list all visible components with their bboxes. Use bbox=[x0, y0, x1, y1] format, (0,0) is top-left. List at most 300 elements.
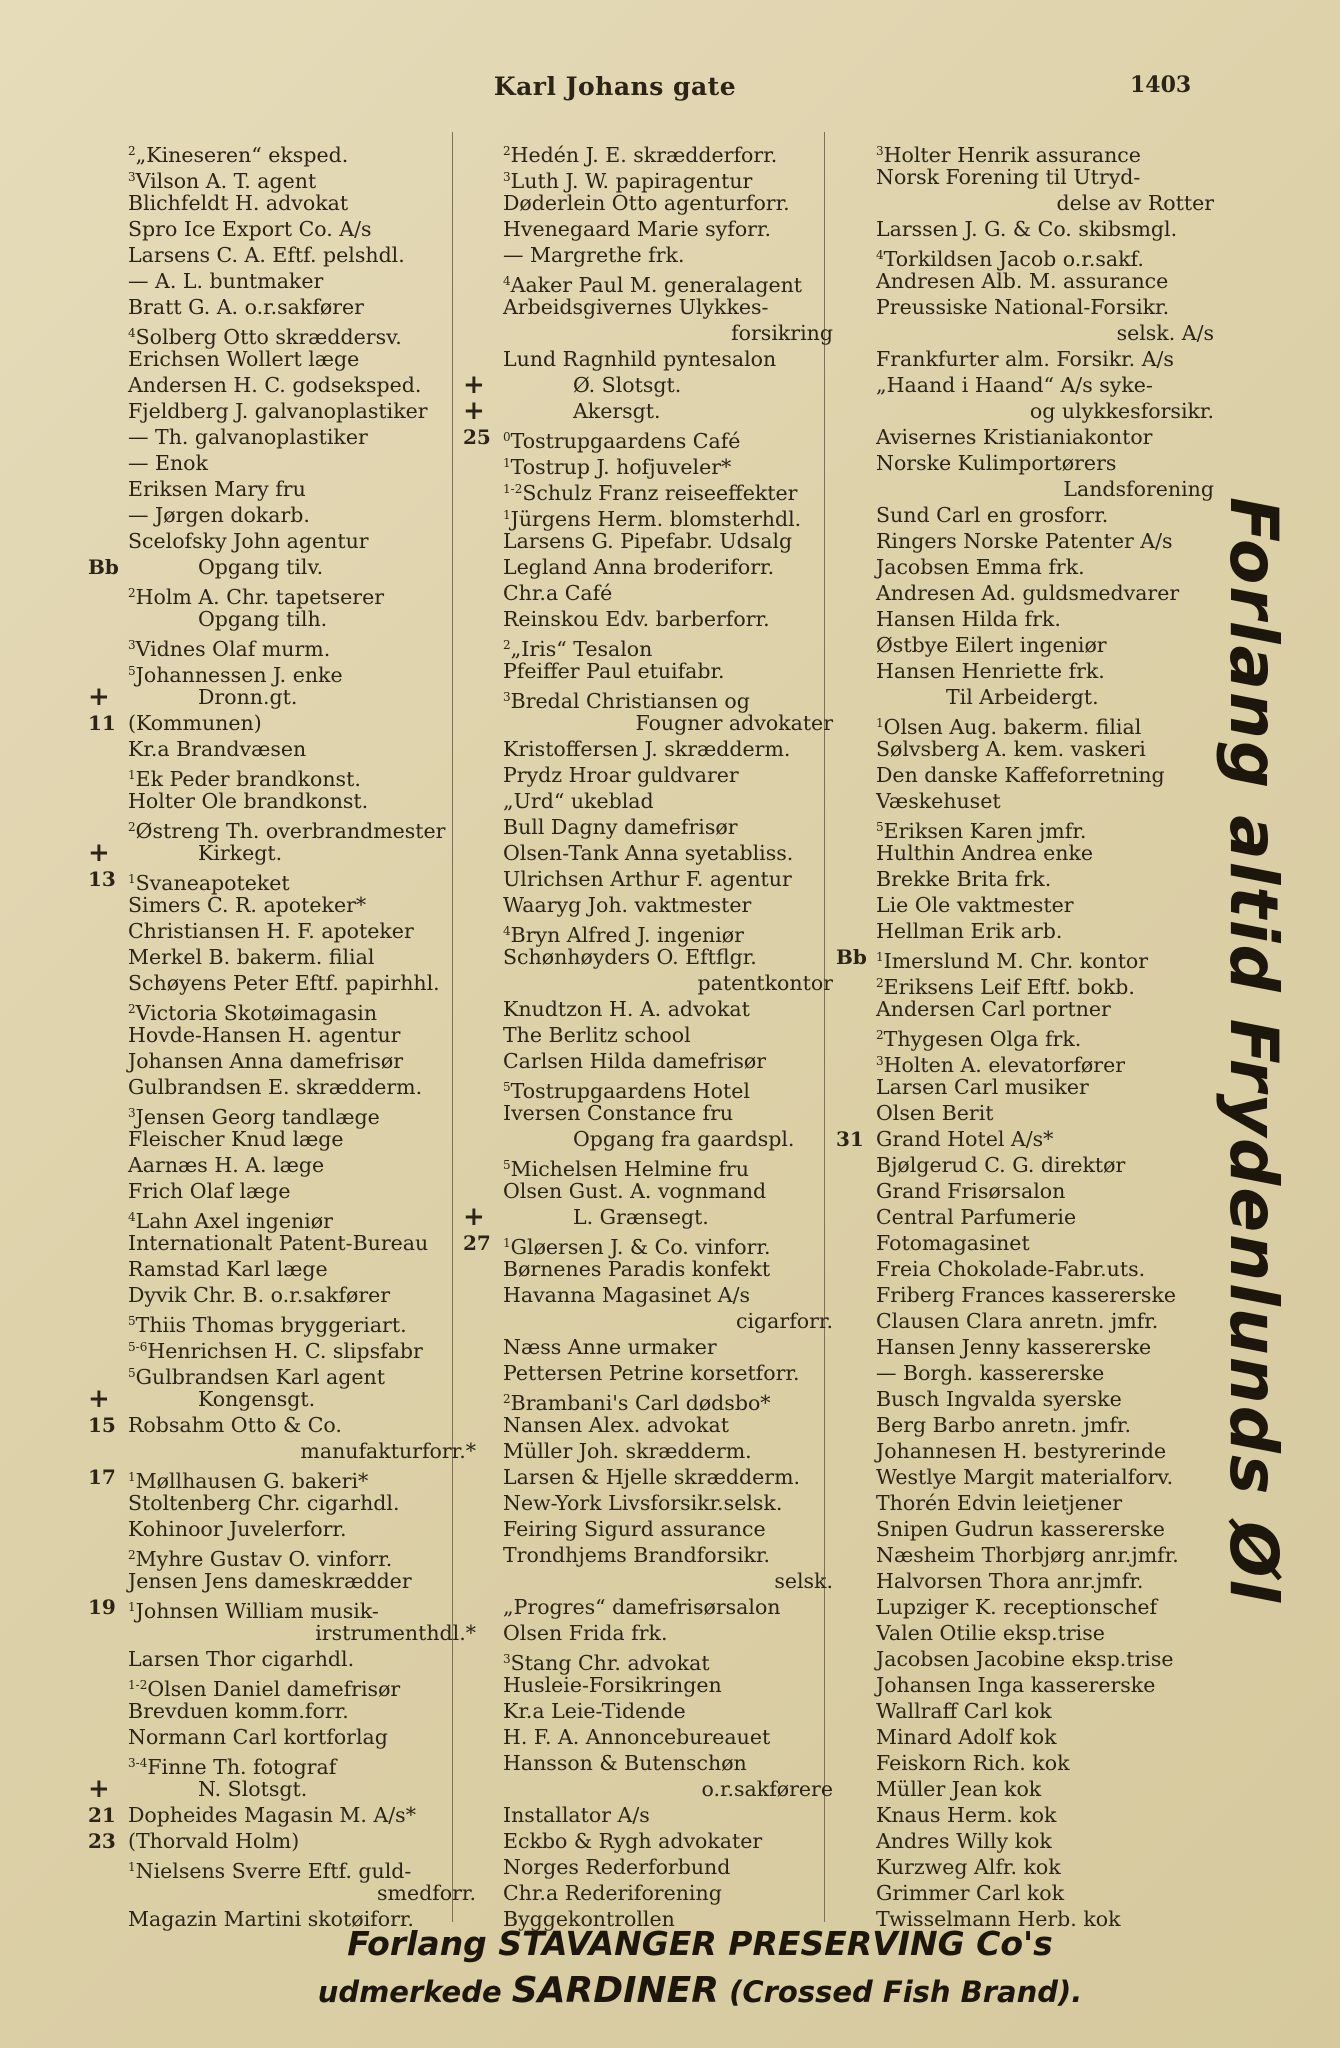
directory-entry bbox=[463, 1048, 833, 1074]
directory-entry bbox=[88, 1594, 476, 1623]
entry-name: Aarnæs H. A. læge bbox=[128, 1153, 325, 1177]
directory-entry bbox=[463, 346, 833, 372]
directory-entry bbox=[463, 190, 833, 216]
directory-entry bbox=[836, 1828, 1214, 1854]
directory-entry bbox=[836, 632, 1214, 658]
entry-text bbox=[503, 996, 750, 1022]
directory-entry bbox=[836, 320, 1214, 346]
directory-entry bbox=[836, 1620, 1214, 1646]
entry-text bbox=[876, 1334, 1151, 1360]
directory-entry bbox=[836, 476, 1214, 502]
entry-text bbox=[503, 658, 725, 684]
directory-entry bbox=[88, 1334, 476, 1363]
entry-text bbox=[876, 268, 1168, 294]
page-number: 1403 bbox=[1130, 72, 1192, 98]
entry-text bbox=[503, 1490, 782, 1516]
entry-name: Friberg Frances kassererske bbox=[876, 1283, 1176, 1307]
entry-name: Johannesen H. bestyrerinde bbox=[876, 1439, 1167, 1463]
entry-text bbox=[128, 398, 428, 424]
floor-superscript: 4 bbox=[128, 326, 136, 340]
entry-text bbox=[128, 502, 310, 528]
directory-entry bbox=[836, 1152, 1214, 1178]
directory-entry bbox=[463, 502, 833, 531]
entry-text bbox=[876, 736, 1146, 762]
entry-name: Næsheim Thorbjørg anr.jmfr. bbox=[876, 1543, 1179, 1567]
entry-text bbox=[876, 1360, 1104, 1386]
entry-text bbox=[503, 1750, 747, 1776]
entry-name: manufakturforr.* bbox=[300, 1439, 476, 1463]
directory-entry bbox=[88, 1100, 476, 1129]
entry-name: Jacobsen Emma frk. bbox=[876, 555, 1085, 579]
entry-name: Hvenegaard Marie syforr. bbox=[503, 217, 772, 241]
floor-superscript: 1 bbox=[128, 1600, 136, 1614]
directory-entry bbox=[463, 216, 833, 242]
directory-entry bbox=[836, 1724, 1214, 1750]
entry-name: Jensen Jens dameskrædder bbox=[128, 1569, 412, 1593]
entry-name: Installator A/s bbox=[503, 1803, 650, 1827]
entry-name: Johannessen J. enke bbox=[135, 663, 343, 687]
entry-name: Olsen Daniel damefrisør bbox=[147, 1677, 401, 1701]
directory-entry bbox=[836, 788, 1214, 814]
entry-name: (Thorvald Holm) bbox=[128, 1829, 300, 1853]
entry-name: Eriksens Leif Eftf. bokb. bbox=[883, 975, 1135, 999]
entry-name: Nielsens Sverre Eftf. guld- bbox=[135, 1859, 412, 1883]
entry-name: Preussiske National-Forsikr. bbox=[876, 295, 1170, 319]
entry-name: Bryn Alfred J. ingeniør bbox=[510, 923, 744, 947]
cross-street-marker: + bbox=[88, 1774, 110, 1804]
entry-text bbox=[876, 1594, 1157, 1620]
entry-text bbox=[876, 554, 1085, 580]
directory-entry bbox=[463, 710, 833, 736]
entry-text bbox=[876, 372, 1153, 398]
entry-name: Eckbo & Rygh advokater bbox=[503, 1829, 763, 1853]
entry-text bbox=[876, 762, 1165, 788]
entry-name: Eriksen Mary fru bbox=[128, 477, 306, 501]
entry-text bbox=[876, 1880, 1064, 1906]
directory-entry bbox=[836, 762, 1214, 788]
directory-entry bbox=[836, 450, 1214, 476]
entry-text bbox=[876, 1698, 1052, 1724]
entry-text bbox=[128, 1074, 422, 1100]
directory-entry bbox=[88, 1464, 476, 1493]
floor-superscript: 3 bbox=[503, 170, 511, 184]
entry-name: Olsen Frida frk. bbox=[503, 1621, 668, 1645]
directory-entry bbox=[88, 1152, 476, 1178]
entry-text bbox=[876, 1776, 1041, 1802]
entry-name: — Th. galvanoplastiker bbox=[128, 425, 368, 449]
floor-superscript: 5 bbox=[503, 1080, 511, 1094]
entry-text bbox=[573, 372, 681, 398]
directory-entry bbox=[836, 970, 1214, 999]
entry-name: patentkontor bbox=[697, 971, 833, 995]
directory-entry bbox=[88, 1126, 476, 1152]
directory-entry bbox=[836, 1672, 1214, 1698]
directory-entry bbox=[88, 762, 476, 791]
entry-name: Eriksen Karen jmfr. bbox=[883, 819, 1087, 843]
floor-superscript: 2 bbox=[128, 144, 136, 158]
directory-entry bbox=[836, 1880, 1214, 1906]
entry-name: selsk. A/s bbox=[1116, 321, 1214, 345]
bottom-ad-post: (Crossed Fish Brand). bbox=[729, 1975, 1083, 2009]
directory-entry bbox=[463, 1672, 833, 1698]
directory-entry bbox=[836, 528, 1214, 554]
entry-name: Freia Chokolade-Fabr.uts. bbox=[876, 1257, 1146, 1281]
directory-entry bbox=[836, 242, 1214, 271]
entry-text bbox=[876, 1386, 1122, 1412]
entry-name: Stoltenberg Chr. cigarhdl. bbox=[128, 1491, 400, 1515]
directory-entry bbox=[463, 1646, 833, 1675]
directory-entry bbox=[88, 138, 476, 167]
entry-text bbox=[128, 268, 323, 294]
entry-text bbox=[503, 1100, 733, 1126]
entry-text bbox=[128, 1698, 349, 1724]
house-number: 23 bbox=[88, 1829, 116, 1853]
directory-entry bbox=[836, 1490, 1214, 1516]
floor-superscript: 5 bbox=[128, 1366, 136, 1380]
directory-entry bbox=[88, 684, 476, 710]
entry-name: Bull Dagny damefrisør bbox=[503, 815, 738, 839]
directory-entry bbox=[836, 1646, 1214, 1672]
floor-superscript: 2 bbox=[128, 1548, 136, 1562]
floor-superscript: 1-2 bbox=[128, 1678, 148, 1692]
entry-name: Feiskorn Rich. kok bbox=[876, 1751, 1070, 1775]
entry-text bbox=[198, 1386, 315, 1412]
directory-entry bbox=[463, 320, 833, 346]
entry-name: Sølvsberg A. kem. vaskeri bbox=[876, 737, 1146, 761]
entry-name: Snipen Gudrun kassererske bbox=[876, 1517, 1165, 1541]
entry-name: Andersen H. C. godseksped. bbox=[128, 373, 422, 397]
directory-entry bbox=[836, 606, 1214, 632]
directory-entry bbox=[463, 476, 833, 505]
entry-name: Torkildsen Jacob o.r.sakf. bbox=[883, 247, 1144, 271]
floor-superscript: 3 bbox=[128, 638, 136, 652]
directory-entry bbox=[836, 1308, 1214, 1334]
floor-superscript: 1 bbox=[876, 716, 884, 730]
directory-entry bbox=[836, 892, 1214, 918]
entry-text bbox=[876, 1230, 1030, 1256]
entry-name: Reinskou Edv. barberforr. bbox=[503, 607, 770, 631]
directory-entry bbox=[88, 1230, 476, 1256]
entry-name: Ek Peder brandkonst. bbox=[135, 767, 361, 791]
entry-name: Thiis Thomas bryggeriart. bbox=[135, 1313, 407, 1337]
entry-name: Knaus Herm. kok bbox=[876, 1803, 1057, 1827]
directory-entry bbox=[836, 1334, 1214, 1360]
entry-text bbox=[876, 164, 1140, 190]
entry-text bbox=[876, 1204, 1076, 1230]
entry-text bbox=[128, 1516, 346, 1542]
entry-text bbox=[128, 1256, 328, 1282]
entry-name: Kirkegt. bbox=[198, 841, 283, 865]
directory-entry bbox=[463, 1776, 833, 1802]
directory-entry bbox=[463, 918, 833, 947]
entry-name: Norsk Forening til Utryd- bbox=[876, 165, 1141, 189]
entry-name: Fjeldberg J. galvanoplastiker bbox=[128, 399, 428, 423]
entry-text bbox=[503, 1360, 799, 1386]
directory-entry bbox=[88, 814, 476, 843]
entry-text bbox=[1063, 476, 1214, 502]
entry-name: Prydz Hroar guldvarer bbox=[503, 763, 739, 787]
entry-name: irstrumenthdl.* bbox=[315, 1621, 476, 1645]
floor-superscript: 2 bbox=[876, 976, 884, 990]
entry-name: Larsen Carl musiker bbox=[876, 1075, 1089, 1099]
entry-name: Hansen Jenny kassererske bbox=[876, 1335, 1152, 1359]
directory-entry bbox=[836, 1360, 1214, 1386]
floor-superscript: 5 bbox=[876, 820, 884, 834]
directory-entry bbox=[463, 398, 833, 424]
cross-street-marker: + bbox=[88, 1384, 110, 1414]
entry-name: Wallraff Carl kok bbox=[876, 1699, 1052, 1723]
entry-name: (Kommunen) bbox=[128, 711, 262, 735]
entry-name: Hovde-Hansen H. agentur bbox=[128, 1023, 401, 1047]
entry-text bbox=[503, 580, 612, 606]
floor-superscript: 5-6 bbox=[128, 1340, 148, 1354]
entry-text bbox=[128, 1126, 344, 1152]
directory-entry bbox=[463, 528, 833, 554]
side-ad-text: Forlang altid Frydenlunds Øl bbox=[1214, 496, 1292, 1604]
directory-entry bbox=[88, 502, 476, 528]
entry-name: Müller Jean kok bbox=[876, 1777, 1042, 1801]
entry-name: Olsen-Tank Anna syetabliss. bbox=[503, 841, 794, 865]
directory-entry bbox=[463, 1334, 833, 1360]
entry-name: Ramstad Karl læge bbox=[128, 1257, 328, 1281]
entry-name: Sund Carl en grosforr. bbox=[876, 503, 1109, 527]
directory-entry bbox=[463, 1516, 833, 1542]
entry-text bbox=[503, 1516, 766, 1542]
entry-name: Busch Ingvalda syerske bbox=[876, 1387, 1122, 1411]
entry-name: Jürgens Herm. blomsterhdl. bbox=[510, 507, 802, 531]
floor-superscript: 1 bbox=[876, 950, 884, 964]
entry-name: Simers C. R. apoteker* bbox=[128, 893, 367, 917]
directory-entry bbox=[88, 944, 476, 970]
entry-name: Østreng Th. overbrandmester bbox=[135, 819, 446, 843]
entry-name: Michelsen Helmine fru bbox=[510, 1157, 749, 1181]
entry-name: Ringers Norske Patenter A/s bbox=[876, 529, 1173, 553]
directory-entry bbox=[88, 1880, 476, 1906]
entry-name: Lie Ole vaktmester bbox=[876, 893, 1074, 917]
directory-entry bbox=[463, 424, 833, 453]
entry-text bbox=[503, 814, 738, 840]
directory-entry bbox=[88, 736, 476, 762]
entry-text bbox=[503, 294, 768, 320]
entry-text bbox=[876, 840, 1093, 866]
entry-text bbox=[503, 1022, 691, 1048]
directory-entry bbox=[88, 320, 476, 349]
entry-name: New-York Livsforsikr.selsk. bbox=[503, 1491, 783, 1515]
entry-text bbox=[697, 970, 833, 996]
entry-text bbox=[503, 216, 771, 242]
directory-entry bbox=[88, 450, 476, 476]
entry-name: Solberg Otto skræddersv. bbox=[135, 325, 402, 349]
entry-name: — Enok bbox=[128, 451, 208, 475]
entry-text bbox=[503, 1698, 686, 1724]
entry-name: Andresen Ad. guldsmedvarer bbox=[876, 581, 1180, 605]
entry-text bbox=[876, 294, 1169, 320]
entry-text bbox=[503, 1048, 766, 1074]
entry-text bbox=[876, 1750, 1070, 1776]
entry-text bbox=[503, 346, 776, 372]
entry-name: Dronn.gt. bbox=[198, 685, 298, 709]
entry-name: H. F. A. Annoncebureauet bbox=[503, 1725, 771, 1749]
floor-superscript: 4 bbox=[128, 1210, 136, 1224]
entry-text bbox=[503, 866, 792, 892]
entry-text bbox=[876, 1854, 1061, 1880]
floor-superscript: 3-4 bbox=[128, 1756, 148, 1770]
entry-text bbox=[876, 528, 1173, 554]
entry-name: Tostrup J. hofjuveler* bbox=[510, 455, 732, 479]
floor-superscript: 4 bbox=[503, 924, 511, 938]
directory-entry bbox=[836, 866, 1214, 892]
directory-entry bbox=[88, 580, 476, 609]
directory-column-1 bbox=[88, 138, 476, 1932]
directory-entry bbox=[88, 1490, 476, 1516]
entry-text bbox=[876, 1126, 1053, 1152]
directory-entry bbox=[836, 580, 1214, 606]
directory-entry bbox=[88, 398, 476, 424]
entry-name: Den danske Kaffeforretning bbox=[876, 763, 1165, 787]
directory-entry bbox=[836, 1464, 1214, 1490]
entry-name: — A. L. buntmaker bbox=[128, 269, 324, 293]
directory-entry bbox=[836, 1074, 1214, 1100]
entry-text bbox=[503, 1620, 668, 1646]
entry-name: Schøyens Peter Eftf. papirhhl. bbox=[128, 971, 440, 995]
entry-name: Bratt G. A. o.r.sakfører bbox=[128, 295, 364, 319]
entry-text bbox=[876, 450, 1116, 476]
directory-entry bbox=[836, 996, 1214, 1022]
directory-entry bbox=[836, 190, 1214, 216]
cross-street-marker: + bbox=[463, 396, 485, 426]
directory-entry bbox=[836, 710, 1214, 739]
entry-text bbox=[876, 1802, 1056, 1828]
directory-entry bbox=[836, 814, 1214, 843]
directory-entry bbox=[88, 996, 476, 1025]
directory-entry bbox=[463, 866, 833, 892]
entry-name: Larsen Thor cigarhdl. bbox=[128, 1647, 355, 1671]
directory-entry bbox=[463, 840, 833, 866]
entry-name: Brevduen komm.forr. bbox=[128, 1699, 349, 1723]
entry-text bbox=[128, 944, 374, 970]
house-number: 13 bbox=[88, 867, 116, 891]
entry-text bbox=[876, 1568, 1143, 1594]
directory-entry bbox=[463, 1230, 833, 1259]
entry-name: Trondhjems Brandforsikr. bbox=[503, 1543, 771, 1567]
entry-text bbox=[128, 242, 405, 268]
directory-entry bbox=[463, 1594, 833, 1620]
directory-entry bbox=[88, 1854, 476, 1883]
entry-text bbox=[503, 1802, 650, 1828]
directory-entry bbox=[836, 1750, 1214, 1776]
directory-entry bbox=[836, 1204, 1214, 1230]
entry-name: Vilson A. T. agent bbox=[135, 169, 317, 193]
directory-entry bbox=[463, 1464, 833, 1490]
directory-entry bbox=[836, 1282, 1214, 1308]
entry-name: Andersen Carl portner bbox=[876, 997, 1111, 1021]
bottom-ad-line-1: Forlang STAVANGER PRESERVING Co's bbox=[347, 1924, 1053, 1963]
directory-entry bbox=[88, 1282, 476, 1308]
entry-name: „Iris“ Tesalon bbox=[510, 637, 653, 661]
entry-text bbox=[635, 710, 833, 736]
entry-name: Bredal Christiansen og bbox=[510, 689, 750, 713]
entry-text bbox=[503, 736, 790, 762]
entry-text bbox=[701, 1776, 833, 1802]
directory-entry bbox=[463, 684, 833, 713]
entry-name: Bjølgerud C. G. direktør bbox=[876, 1153, 1126, 1177]
cross-street-marker: + bbox=[88, 838, 110, 868]
entry-text bbox=[876, 1152, 1125, 1178]
directory-entry bbox=[836, 1438, 1214, 1464]
directory-entry bbox=[463, 1282, 833, 1308]
entry-text bbox=[946, 684, 1099, 710]
directory-entry bbox=[463, 1854, 833, 1880]
floor-superscript: 1-2 bbox=[503, 482, 523, 496]
entry-name: Henrichsen H. C. slipsfabr bbox=[147, 1339, 423, 1363]
entry-text bbox=[128, 372, 421, 398]
floor-superscript: 4 bbox=[876, 248, 884, 262]
entry-name: Fleischer Knud læge bbox=[128, 1127, 344, 1151]
directory-entry bbox=[836, 1386, 1214, 1412]
directory-entry bbox=[88, 840, 476, 866]
directory-entry bbox=[88, 1412, 476, 1438]
directory-entry bbox=[88, 970, 476, 996]
entry-name: Myhre Gustav O. vinforr. bbox=[135, 1547, 393, 1571]
entry-text bbox=[876, 996, 1111, 1022]
entry-name: Kongensgt. bbox=[198, 1387, 316, 1411]
entry-name: Gløersen J. & Co. vinforr. bbox=[510, 1235, 771, 1259]
directory-entry bbox=[836, 1126, 1214, 1152]
directory-entry bbox=[88, 1646, 476, 1672]
directory-entry bbox=[88, 1542, 476, 1571]
entry-name: Ulrichsen Arthur F. agentur bbox=[503, 867, 792, 891]
entry-name: Dyvik Chr. B. o.r.sakfører bbox=[128, 1283, 391, 1307]
directory-entry bbox=[836, 1100, 1214, 1126]
directory-entry bbox=[836, 684, 1214, 710]
entry-text bbox=[300, 1438, 476, 1464]
entry-name: Valen Otilie eksp.trise bbox=[876, 1621, 1105, 1645]
entry-text bbox=[876, 658, 1105, 684]
directory-entry bbox=[88, 788, 476, 814]
entry-name: Husleie-Forsikringen bbox=[503, 1673, 722, 1697]
entry-text bbox=[503, 242, 685, 268]
house-number: 15 bbox=[88, 1413, 116, 1437]
directory-entry bbox=[836, 1230, 1214, 1256]
entry-text bbox=[876, 216, 1177, 242]
entry-name: Nansen Alex. advokat bbox=[503, 1413, 729, 1437]
entry-text bbox=[503, 1880, 722, 1906]
entry-name: Pfeiffer Paul etuifabr. bbox=[503, 659, 725, 683]
entry-name: Johansen Anna damefrisør bbox=[128, 1049, 404, 1073]
entry-name: Johansen Inga kassererske bbox=[876, 1673, 1156, 1697]
floor-superscript: 4 bbox=[503, 274, 511, 288]
entry-text bbox=[128, 736, 306, 762]
entry-name: Til Arbeidergt. bbox=[946, 685, 1099, 709]
entry-name: — Jørgen dokarb. bbox=[128, 503, 310, 527]
directory-entry bbox=[463, 1204, 833, 1230]
directory-entry bbox=[463, 1386, 833, 1415]
entry-text bbox=[503, 190, 790, 216]
directory-entry bbox=[463, 1308, 833, 1334]
house-number: 25 bbox=[463, 425, 491, 449]
entry-name: Larsen & Hjelle skrædderm. bbox=[503, 1465, 801, 1489]
directory-entry bbox=[836, 1802, 1214, 1828]
entry-name: Aaker Paul M. generalagent bbox=[510, 273, 803, 297]
floor-superscript: 1 bbox=[128, 1860, 136, 1874]
directory-entry bbox=[88, 1204, 476, 1233]
directory-entry bbox=[836, 164, 1214, 190]
directory-entry bbox=[88, 1828, 476, 1854]
entry-name: Kr.a Brandvæsen bbox=[128, 737, 307, 761]
entry-text bbox=[503, 762, 739, 788]
directory-entry bbox=[463, 996, 833, 1022]
directory-entry bbox=[88, 164, 476, 193]
